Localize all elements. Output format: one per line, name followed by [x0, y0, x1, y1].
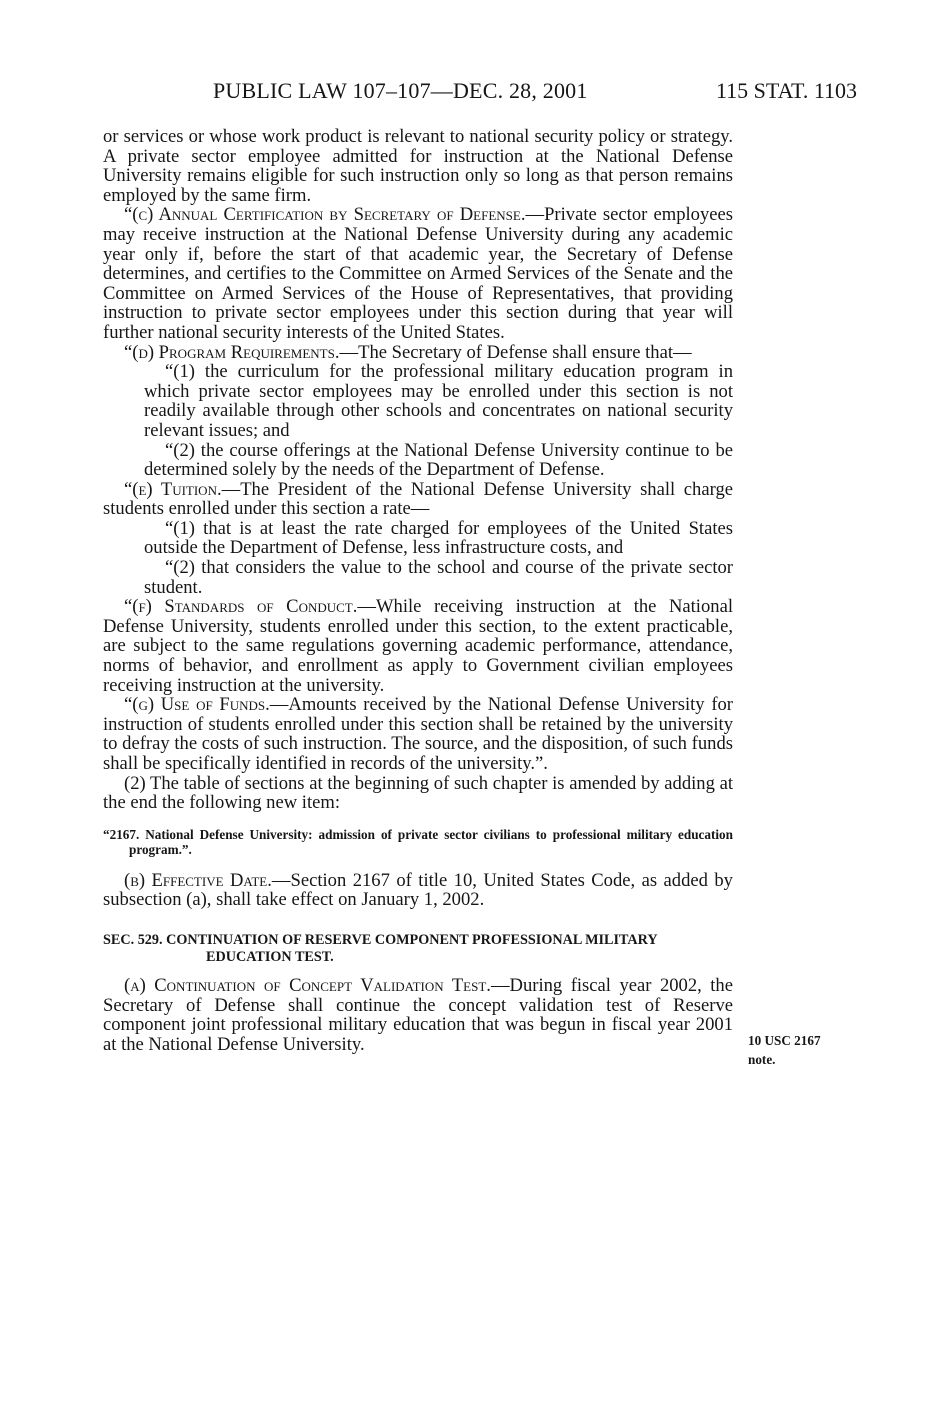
paragraph-d2: “(2) the course offerings at the National Defense University continue to be determined solely by the needs of the Department of Defense.	[144, 439, 733, 481]
continued-paragraph: or services or whose work product is relevant to national security policy or strategy. A private sector employee admitted for instruction at the National Defense University remains eligible for such instruction only so long as that person remains employed by the same firm.	[103, 126, 733, 206]
subsection-g-text: —Amounts received by the National Defense University for instruction of students enrolled under this section shall be retained by the university to defray the costs of such instruction. The source, and the disposition, of such funds shall be specifically identified in records of the university.”.	[103, 694, 734, 774]
subsection-e-heading: “(e) Tuition.	[124, 478, 222, 500]
margin-note	[748, 1031, 858, 1069]
subsection-e	[103, 480, 733, 519]
subsection-f-heading: “(f) Standards of Conduct.	[124, 596, 358, 618]
paragraph-e2: “(2) that considers the value to the school and course of the private sector student.	[144, 557, 733, 598]
subsection-d	[103, 343, 733, 363]
subsection-c-heading: “(c) Annual Certification by Secretary of Defense.	[124, 204, 526, 226]
subsection-a-concept-validation	[103, 976, 733, 1054]
margin-note-label: note.	[748, 1052, 776, 1067]
subsection-d-text: —The Secretary of Defense shall ensure that—	[339, 341, 692, 363]
subsection-e-text: —The President of the National Defense University shall charge students enrolled under this section a rate—	[103, 478, 733, 520]
subsection-b-effective-date	[103, 871, 733, 910]
subsection-f	[103, 597, 733, 695]
subsection-b-text: —Section 2167 of title 10, United States Code, as added by subsection (a), shall take effect on January 1, 2002.	[103, 869, 733, 911]
subsection-a-heading: (a) Continuation of Concept Validation Test.	[124, 974, 491, 996]
subsection-d-heading: “(d) Program Requirements.	[124, 341, 340, 363]
subsection-f-text: —While receiving instruction at the National Defense University, students enrolled under this section, to the extent practicable, are subject to the same regulations governing academic performance, attendance, norms of behavior, and enrollment as apply to Government civilian employees receiving instruction at the university.	[103, 596, 733, 696]
subsection-b-heading: (b) Effective Date.	[124, 869, 272, 891]
paragraph-d1: “(1) the curriculum for the professional military education program in which private sector employees may be enrolled under this section is not readily available through other schools and concentrates on national security relevant issues; and	[144, 361, 733, 441]
subsection-c-text: —Private sector employees may receive instruction at the National Defense University during any academic year only if, before the start of that academic year, the Secretary of Defense determines, and certifies to the Committee on Armed Services of the Senate and the Committee on Armed Services of the House of Representatives, that providing instruction to private sector employees under this section during that year will further national security interests of the United States.	[103, 204, 733, 343]
section-529-heading: SEC. 529. CONTINUATION OF RESERVE COMPONENT PROFESSIONAL MILITARY EDUCATION TEST.	[103, 931, 658, 965]
table-amendment-paragraph: (2) The table of sections at the beginning of such chapter is amended by adding at the end the following new item:	[103, 772, 733, 814]
running-head-title: PUBLIC LAW 107–107—DEC. 28, 2001	[213, 78, 588, 103]
statute-page-number: 115 STAT. 1103	[716, 78, 858, 103]
body-text	[103, 127, 733, 1054]
subsection-a-text: —During fiscal year 2002, the Secretary of Defense shall continue the concept validation test of Reserve component joint professional military education that was begun in fiscal year 2001 at the National Defense University.	[103, 974, 733, 1055]
subsection-g-heading: “(g) Use of Funds.	[124, 694, 270, 716]
table-of-sections-item: “2167. National Defense University: admission of private sector civilians to professional military education program.”.	[103, 826, 733, 857]
page-header	[0, 78, 944, 108]
paragraph-e1: “(1) that is at least the rate charged for employees of the United States outside the Department of Defense, less infrastructure costs, and	[144, 517, 733, 559]
subsection-c	[103, 205, 733, 342]
margin-note-citation: 10 USC 2167	[748, 1033, 821, 1048]
subsection-g	[103, 695, 733, 773]
